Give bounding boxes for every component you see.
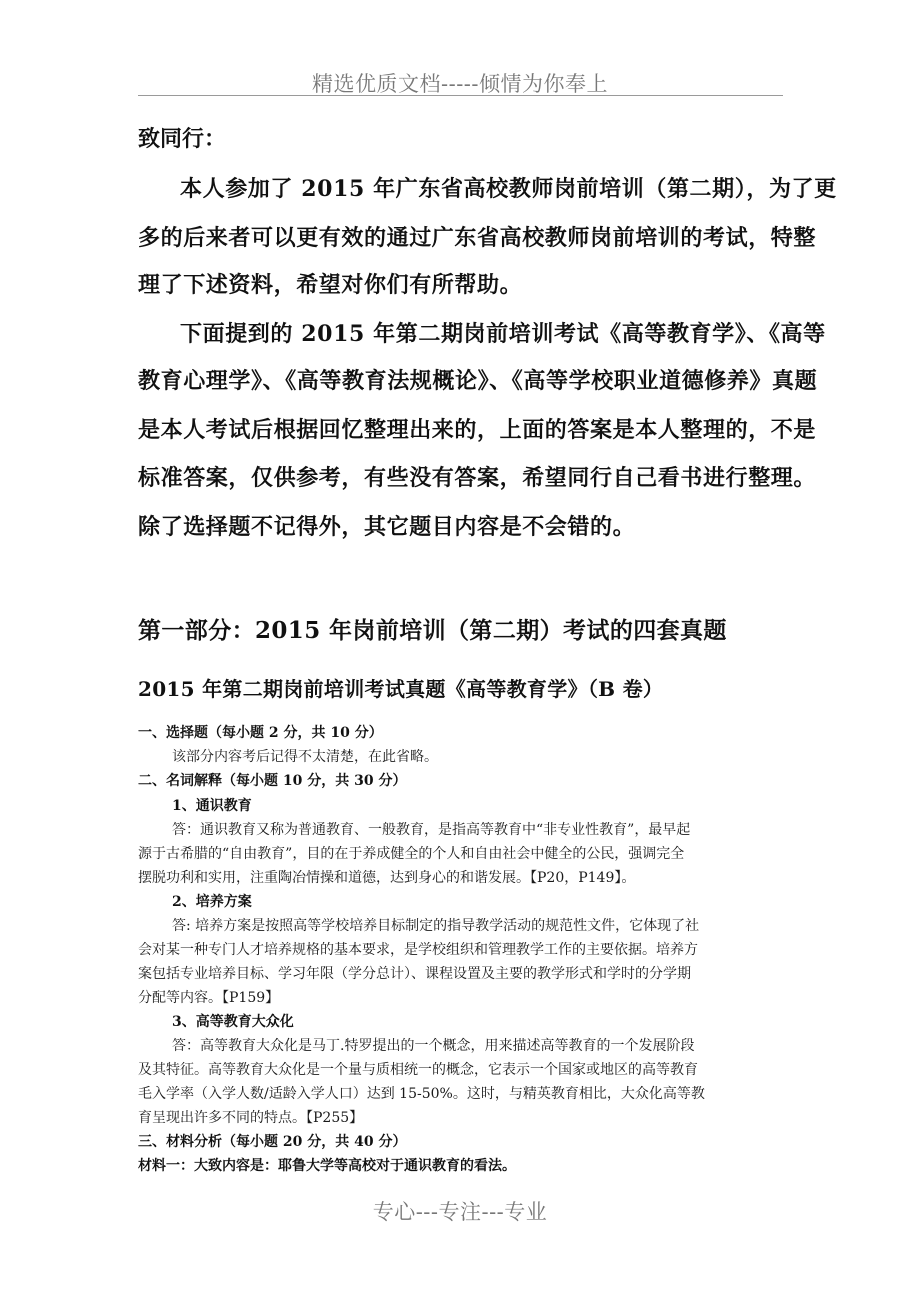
answer-line: 及其特征。高等教育大众化是一个量与质相统一的概念，它表示一个国家或地区的高等教育 bbox=[138, 1062, 698, 1078]
salutation: 致同行： bbox=[138, 126, 227, 152]
section-1-note: 该部分内容考后记得不太清楚，在此省略。 bbox=[172, 749, 438, 765]
intro-paragraph-1-line: 本人参加了 2015 年广东省高校教师岗前培训（第二期），为了更 bbox=[180, 176, 837, 202]
intro-paragraph-2-line: 除了选择题不记得外，其它题目内容是不会错的。 bbox=[138, 514, 636, 540]
page-footer: 专心---专注---专业 bbox=[372, 1200, 548, 1224]
section-3-heading: 三、材料分析（每小题 20 分，共 40 分） bbox=[138, 1134, 407, 1150]
term-title: 1、通识教育 bbox=[172, 798, 252, 814]
answer-line: 分配等内容。【P159】 bbox=[138, 990, 280, 1006]
material-1: 材料一：大致内容是：耶鲁大学等高校对于通识教育的看法。 bbox=[138, 1158, 516, 1174]
intro-paragraph-1-line: 理了下述资料，希望对你们有所帮助。 bbox=[138, 272, 523, 298]
answer-line: 案包括专业培养目标、学习年限（学分总计）、课程设置及主要的教学形式和学时的分学期 bbox=[138, 966, 691, 982]
answer-line: 答: 培养方案是按照高等学校培养目标制定的指导教学活动的规范性文件，它体现了社 bbox=[172, 918, 700, 934]
term-title: 2、培养方案 bbox=[172, 894, 252, 910]
intro-paragraph-1-line: 多的后来者可以更有效的通过广东省高校教师岗前培训的考试，特整 bbox=[138, 225, 817, 251]
exam-title: 2015 年第二期岗前培训考试真题《高等教育学》（B 卷） bbox=[138, 677, 664, 701]
section-2-heading: 二、名词解释（每小题 10 分，共 30 分） bbox=[138, 773, 407, 789]
intro-paragraph-2-line: 教育心理学》、《高等教育法规概论》、《高等学校职业道德修养》真题 bbox=[138, 368, 818, 394]
answer-line: 答：高等教育大众化是马丁.特罗提出的一个概念，用来描述高等教育的一个发展阶段 bbox=[172, 1038, 695, 1054]
intro-paragraph-2-line: 标准答案，仅供参考，有些没有答案，希望同行自己看书进行整理。 bbox=[138, 465, 817, 491]
section-1-heading: 一、选择题（每小题 2 分，共 10 分） bbox=[138, 725, 383, 741]
intro-paragraph-2-line: 下面提到的 2015 年第二期岗前培训考试《高等教育学》、《高等 bbox=[180, 321, 826, 347]
answer-line: 答：通识教育又称为普通教育、一般教育，是指高等教育中“非专业性教育”，最早起 bbox=[172, 822, 691, 838]
answer-line: 摆脱功利和实用，注重陶冶情操和道德，达到身心的和谐发展。【P20，P149】。 bbox=[138, 870, 636, 886]
answer-line: 源于古希腊的“自由教育”，目的在于养成健全的个人和自由社会中健全的公民，强调完全 bbox=[138, 846, 685, 862]
page-header: 精选优质文档-----倾情为你奉上 bbox=[312, 72, 608, 96]
header-divider bbox=[138, 95, 783, 96]
answer-line: 毛入学率（入学人数/适龄入学人口）达到 15-50%。这时，与精英教育相比，大众化高等教 bbox=[138, 1086, 705, 1102]
answer-line: 会对某一种专门人才培养规格的基本要求，是学校组织和管理教学工作的主要依据。培养方 bbox=[138, 942, 698, 958]
part-title: 第一部分：2015 年岗前培训（第二期）考试的四套真题 bbox=[138, 617, 727, 644]
term-title: 3、高等教育大众化 bbox=[172, 1014, 294, 1030]
intro-paragraph-2-line: 是本人考试后根据回忆整理出来的，上面的答案是本人整理的，不是 bbox=[138, 417, 817, 443]
answer-line: 育呈现出许多不同的特点。【P255】 bbox=[138, 1110, 364, 1126]
